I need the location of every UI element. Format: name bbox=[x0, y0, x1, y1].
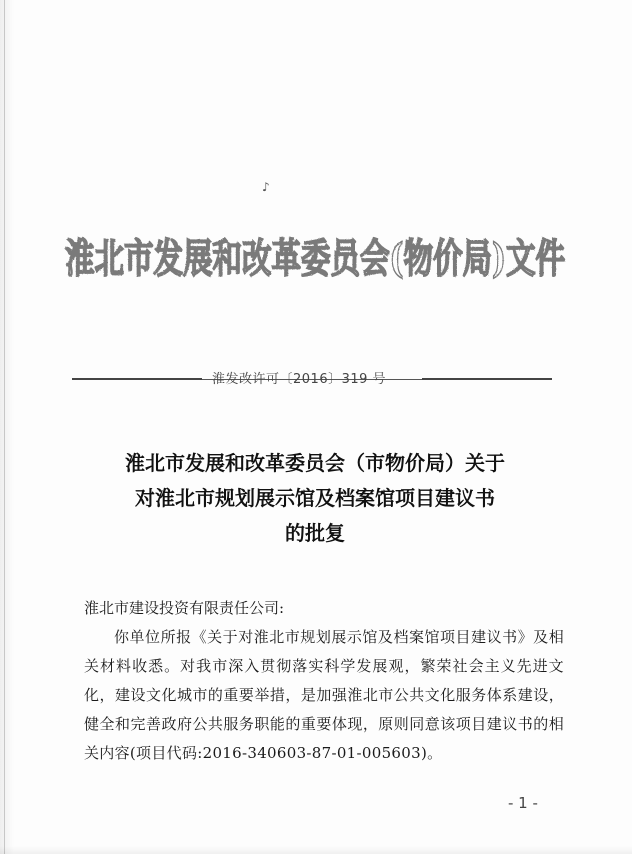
addressee: 淮北市建设投资有限责任公司: bbox=[84, 599, 285, 617]
scan-shadow bbox=[0, 0, 14, 854]
body-paragraph: 你单位所报《关于对淮北市规划展示馆及档案馆项目建议书》及相关材料收悉。对我市深入贯彻落实科学发展观，繁荣社会主义先进文化，建设文化城市的重要举措，是加强淮北市公共文化服务体系建设，健全和完善政府公共服务职能的重要体现，原则同意该项目建议书的相关内容(项目代码:2016-340603-87-01-005603)。 bbox=[84, 628, 564, 762]
red-rule-left bbox=[72, 378, 202, 380]
red-rule-right bbox=[422, 378, 552, 380]
document-title bbox=[60, 446, 570, 551]
header-title-text: 淮北市发展和改革委员会(物价局)文件 bbox=[65, 235, 565, 282]
title-line-3: 的批复 bbox=[285, 521, 345, 545]
scan-mark: ♪ bbox=[262, 180, 270, 194]
title-line-1: 淮北市发展和改革委员会（市物价局）关于 bbox=[125, 451, 505, 475]
document-number: 淮发改许可〔2016〕319 号 bbox=[212, 372, 387, 387]
doc-number-row bbox=[72, 366, 552, 390]
scan-edge-line bbox=[4, 0, 5, 854]
document-header-title bbox=[55, 208, 575, 298]
document-body bbox=[84, 594, 564, 768]
page-number: - 1 - bbox=[508, 794, 538, 812]
scan-bottom-shadow bbox=[0, 846, 632, 854]
title-line-2: 对淮北市规划展示馆及档案馆项目建议书 bbox=[135, 486, 495, 510]
